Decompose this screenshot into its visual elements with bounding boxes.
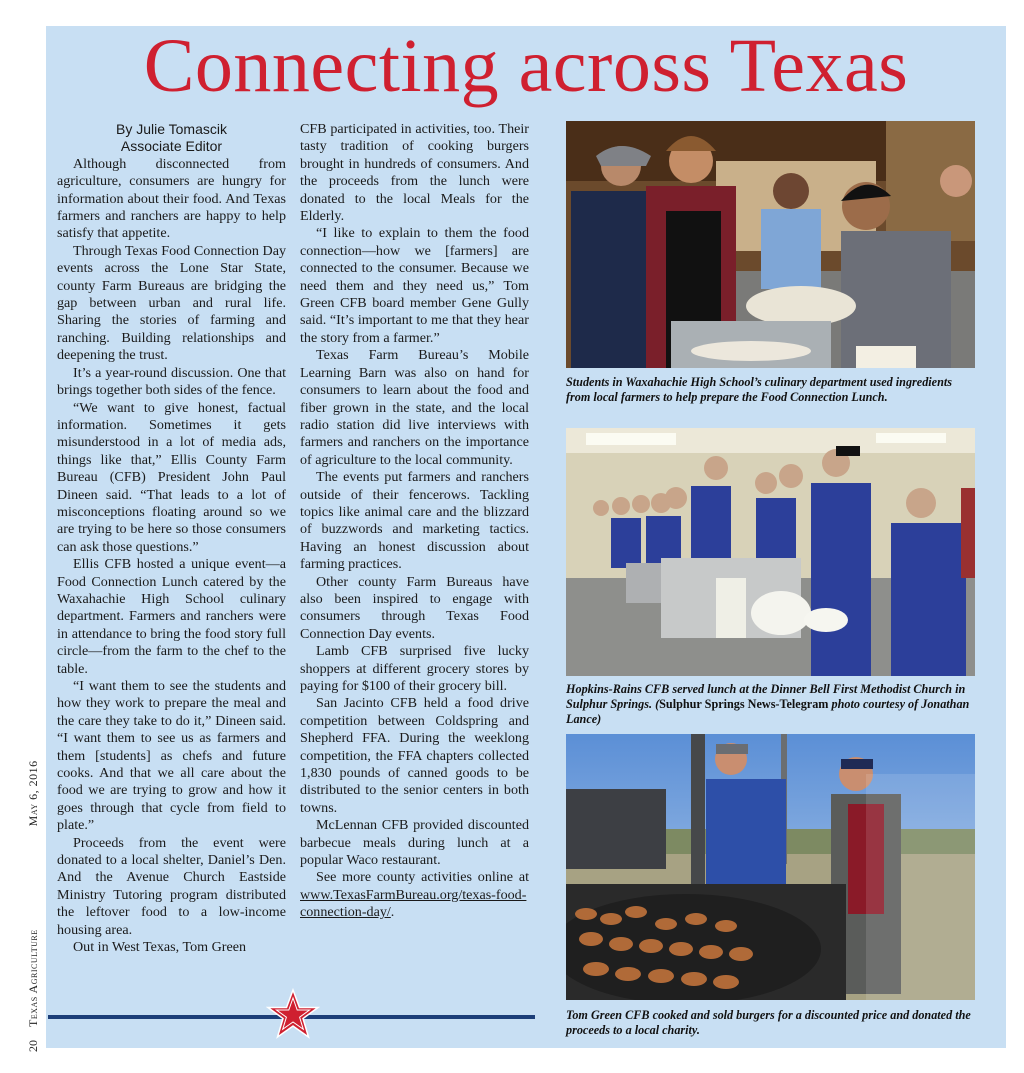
paragraph: “We want to give honest, factual information. Sometimes it gets misunderstood in a lot of media ads, things like that,” Ellis County Farm Bureau (CFB) President John Paul Dineen said. “That leads to a lot of misconceptions floating around so we are trying to be here so those consumers can ask those questions.”: [57, 399, 286, 555]
byline-title: Associate Editor: [120, 138, 223, 155]
headline: Connecting across Texas: [143, 24, 909, 108]
issue-date: May 6, 2016: [26, 760, 40, 827]
paragraph: Other county Farm Bureaus have also been inspired to engage with consumers through Texas Food Connection Day events.: [300, 573, 529, 642]
paragraph: Although disconnected from agriculture, consumers are hungry for information about their food. And Texas farmers and ranchers are happy to help satisfy that appetite.: [57, 155, 286, 242]
paragraph: San Jacinto CFB held a food drive competition between Coldspring and Shepherd FFA. During the weeklong competition, the FFA chapters collected 1,830 pounds of canned goods to be distributed to the senior centers in both towns.: [300, 695, 529, 816]
photo-culinary-students: [566, 121, 975, 368]
paragraph: Out in West Texas, Tom Green: [73, 939, 247, 956]
paragraph: McLennan CFB provided discounted barbecue meals during lunch at a popular Waco restaurant.: [300, 817, 529, 869]
caption-photo-2: Hopkins-Rains CFB served lunch at the Dinner Bell First Methodist Church in Sulphur Springs. (Sulphur Springs News-Telegram photo courtesy of Jonathan Lance): [566, 682, 970, 727]
page-number: 20: [26, 1040, 40, 1052]
photo-serving-line: [566, 428, 975, 676]
paragraph: Lamb CFB surprised five lucky shoppers at different grocery stores by paying for $100 of their grocery bill.: [300, 643, 529, 694]
paragraph: Proceeds from the event were donated to a local shelter, Daniel’s Den. And the Avenue Church Eastside Ministry Tutoring program distributed the leftover food to a low-income housing area.: [57, 834, 286, 938]
photo-credit: Sulphur Springs News-Telegram: [659, 697, 829, 712]
paragraph: Through Texas Food Connection Day events across the Lone Star State, county Farm Bureaus are bridging the gap between urban and rural life. Sharing the stories of farming and ranching. Building relationships and deepening the trust.: [57, 242, 286, 364]
photo-grilling-burgers: [566, 734, 975, 1000]
article-column-1: [57, 121, 286, 957]
paragraph: “I like to explain to them the food connection—how we [farmers] are connected to the consumer. Because we need them and they need us,” Tom Green CFB board member Gene Gully said. “It’s important to me that they hear the story from a farmer.”: [300, 225, 529, 346]
paragraph: It’s a year-round discussion. One that brings together both sides of the fence.: [57, 364, 286, 399]
paragraph: Ellis CFB hosted a unique event—a Food Connection Lunch catered by the Waxahachie High School culinary department. Farmers and ranchers were in attendance to bring the food story full circle—from the farm to the chef to the table.: [57, 556, 286, 677]
publication-name: Texas Agriculture: [26, 929, 40, 1027]
paragraph-with-link: See more county activities online at www.TexasFarmBureau.org/texas-food-connection-day/.: [300, 869, 529, 921]
paragraph: The events put farmers and ranchers outside of their fencerows. Tackling topics like animal care and the blizzard of buzzwords and marketing tactics. Having an honest discussion about farming practices.: [300, 469, 529, 573]
paragraph: Texas Farm Bureau’s Mobile Learning Barn was also on hand for consumers to learn about the food and fiber grown in the state, and the local radio station did live interviews with farmers and ranchers on the importance of agriculture to the local community.: [300, 347, 529, 468]
star-icon: [266, 988, 320, 1040]
paragraph: “I want them to see the students and how they work to prepare the meal and the care they take to do it,” Dineen said. “I want them to see us as farmers and them [students] as chefs and future cooks. And that we all care about the food we are trying to grow and how it goes through that cycle from field to plate.”: [57, 678, 286, 834]
page-folio: [26, 760, 41, 1052]
article-column-2: [300, 121, 529, 922]
website-link[interactable]: www.TexasFarmBureau.org/texas-food-connection-day/: [300, 886, 527, 921]
caption-photo-1: Students in Waxahachie High School’s culinary department used ingredients from local farmers to help prepare the Food Connection Lunch.: [566, 375, 952, 405]
caption-photo-3: Tom Green CFB cooked and sold burgers for a discounted price and donated the proceeds to a local charity.: [566, 1008, 971, 1038]
byline-name: By Julie Tomascik: [115, 121, 227, 137]
paragraph-continued: CFB participated in activities, too. Their tasty tradition of cooking burgers brought in hundreds of consumers. And the proceeds from the lunch were donated to the local Meals for the Elderly.: [300, 121, 529, 225]
